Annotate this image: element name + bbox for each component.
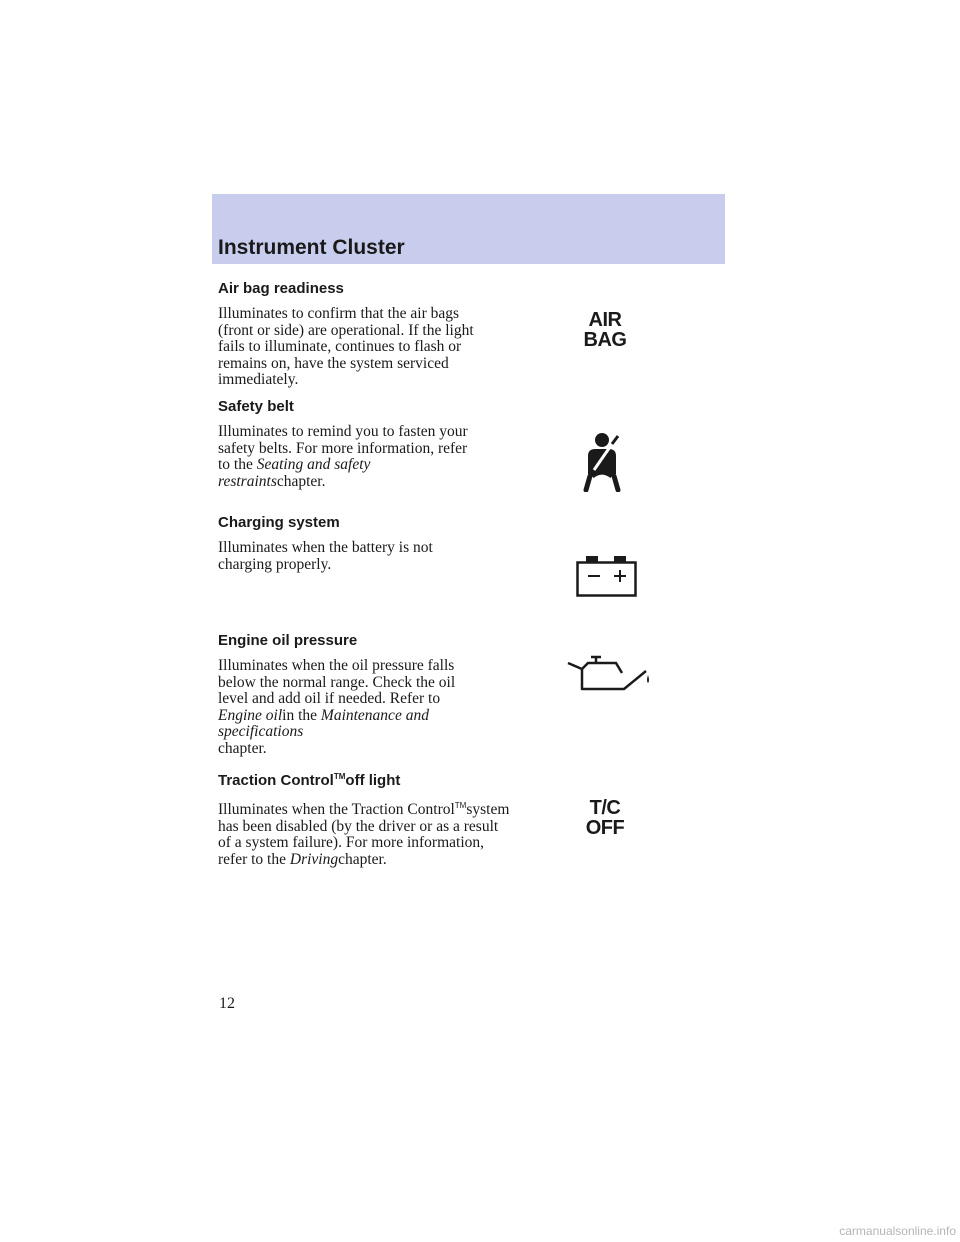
- air-bag-icon: AIR BAG: [583, 309, 627, 351]
- battery-icon: [576, 556, 638, 598]
- section-body: Illuminates when the oil pressure falls below the normal range. Check the oil level and add oil if needed. Refer to Engine oilin the Maintenance and specifications chapter.: [218, 657, 456, 757]
- section-traction-control-off: [218, 768, 538, 869]
- oil-can-icon: [566, 655, 656, 693]
- safety-belt-icon: [578, 430, 628, 492]
- section-safety-belt: [218, 398, 538, 490]
- section-body: Illuminates when the Traction Control™system has been disabled (by the driver or as a result of a system failure). For more information, refer to the Drivingchapter.: [218, 801, 510, 868]
- section-body: Illuminates when the battery is not charging properly.: [218, 539, 433, 573]
- footer-watermark: carmanualsonline.info: [839, 1224, 956, 1238]
- section-title: Engine oil pressure: [218, 632, 358, 649]
- section-title: Charging system: [218, 514, 340, 531]
- section-air-bag-readiness: [218, 280, 538, 389]
- section-header: [212, 194, 725, 264]
- page-title: Instrument Cluster: [218, 236, 405, 259]
- page-number: 12: [219, 995, 235, 1012]
- section-engine-oil-pressure: [218, 632, 538, 758]
- section-charging-system: [218, 514, 538, 573]
- section-body: Illuminates to remind you to fasten your safety belts. For more information, refer to the Seating and safety restraintschapter.: [218, 423, 468, 490]
- traction-control-off-icon: T/C OFF: [585, 797, 625, 839]
- section-body: Illuminates to confirm that the air bags (front or side) are operational. If the light fails to illuminate, continues to flash or remains on, have the system serviced immediately.: [218, 305, 474, 389]
- section-title: Traction Control™off light: [218, 772, 401, 789]
- section-title: Safety belt: [218, 398, 294, 415]
- section-title: Air bag readiness: [218, 280, 344, 297]
